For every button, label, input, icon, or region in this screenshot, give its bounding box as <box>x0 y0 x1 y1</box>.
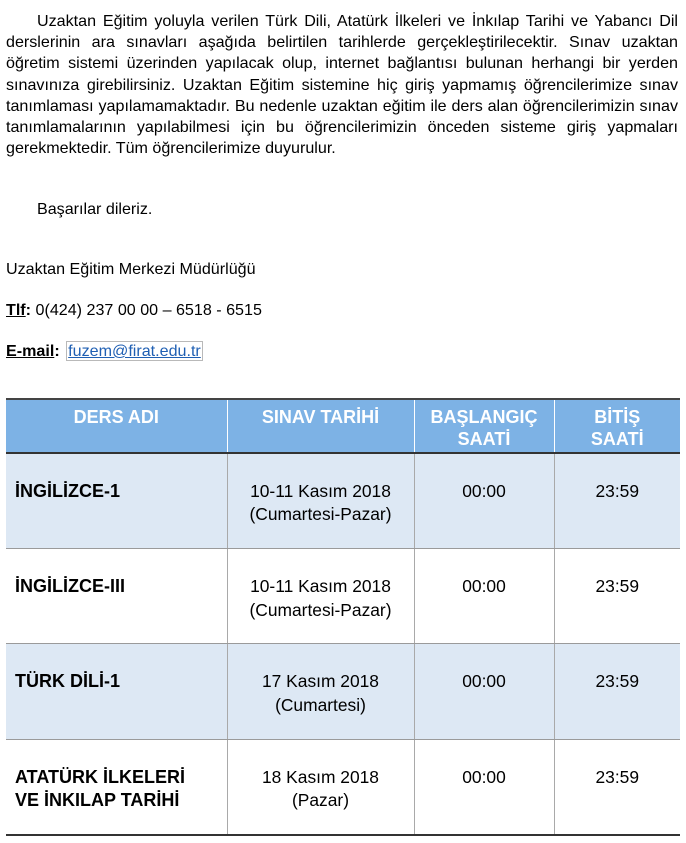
exam-date-line2: (Cumartesi) <box>275 694 366 715</box>
start-time: 00:00 <box>414 453 554 549</box>
course-name <box>6 644 227 739</box>
start-time: 00:00 <box>414 739 554 835</box>
end-time: 23:59 <box>554 644 680 739</box>
table-row <box>6 644 680 739</box>
start-time: 00:00 <box>414 549 554 644</box>
course-name-line1: ATATÜRK İLKELERİ <box>15 766 185 787</box>
email-line: E-mail: fuzem@firat.edu.tr <box>6 342 201 360</box>
exam-date <box>227 739 414 835</box>
header-course: DERS ADI <box>6 399 227 453</box>
course-name <box>6 453 227 549</box>
table-row <box>6 453 680 549</box>
header-start-line2: SAATİ <box>457 429 511 449</box>
start-time: 00:00 <box>414 644 554 739</box>
exam-date-line1: 10-11 Kasım 2018 <box>250 576 391 597</box>
header-end-line1: BİTİŞ <box>594 407 641 427</box>
table-header-row <box>6 399 680 453</box>
header-start-line1: BAŞLANGIÇ <box>430 407 538 427</box>
exam-date-line1: 18 Kasım 2018 <box>262 766 379 787</box>
header-end <box>554 399 680 453</box>
header-start <box>414 399 554 453</box>
exam-date <box>227 549 414 644</box>
end-time: 23:59 <box>554 549 680 644</box>
header-date: SINAV TARİHİ <box>227 399 414 453</box>
paragraph-lead: Uzaktan Eğitim yoluyla verilen Türk Dili, Atatürk İlkeleri ve İnkılap Tarihi ve Yabancı Dil <box>37 12 678 30</box>
phone-line: Tlf: 0(424) 237 00 00 – 6518 - 6515 <box>6 301 262 319</box>
course-name-line1: İNGİLİZCE-III <box>15 576 125 597</box>
exam-schedule-table <box>6 398 680 836</box>
exam-date-line2: (Cumartesi-Pazar) <box>249 504 392 525</box>
paragraph-rest: ara sınavları aşağıda belirtilen tarihlerde gerçekleştirilecektir. Sınav uzaktan öğretim sistemi üzerinden yapılacak olup, internet bağlantısı bulunan herhangi bir yerden sınavınıza girebilirsiniz. Uzaktan Eğitim sistemine hiç giriş yapmamış öğrencilerimize sınav tanımlaması yapılamamaktadır. Bu nedenle uzaktan eğitim ile ders alan öğrencilerimizin sınav tanımlamalarının yapılabilmesi için bu öğrencilerimizin önceden sisteme giriş yapmaları gerekmektedir. Tüm öğrencilerimize duyurulur. <box>6 33 678 158</box>
exam-date-line2: (Pazar) <box>291 790 349 811</box>
table-row <box>6 549 680 644</box>
course-name-line2: VE İNKILAP TARİHİ <box>15 790 180 811</box>
exam-date-line2: (Cumartesi-Pazar) <box>249 599 392 620</box>
course-name-line1: TÜRK DİLİ-1 <box>15 671 120 692</box>
paragraph-highlight: derslerinin <box>6 33 81 52</box>
email-link[interactable]: fuzem@firat.edu.tr <box>68 342 201 360</box>
exam-date <box>227 644 414 739</box>
end-time: 23:59 <box>554 453 680 549</box>
exam-date <box>227 453 414 549</box>
course-name <box>6 739 227 835</box>
header-end-line2: SAATİ <box>590 429 644 449</box>
table-row <box>6 739 680 835</box>
phone-value: 0(424) 237 00 00 – 6518 - 6515 <box>31 301 262 319</box>
closing-text: Başarılar dileriz. <box>37 200 153 218</box>
course-name <box>6 549 227 644</box>
exam-date-line1: 17 Kasım 2018 <box>262 671 379 692</box>
announcement-paragraph <box>6 11 678 159</box>
office-name: Uzaktan Eğitim Merkezi Müdürlüğü <box>6 260 256 278</box>
end-time: 23:59 <box>554 739 680 835</box>
phone-label: Tlf <box>6 301 26 319</box>
exam-date-line1: 10-11 Kasım 2018 <box>250 481 391 501</box>
course-name-line1: İNGİLİZCE-1 <box>15 481 121 501</box>
email-label: E-mail <box>6 342 55 360</box>
